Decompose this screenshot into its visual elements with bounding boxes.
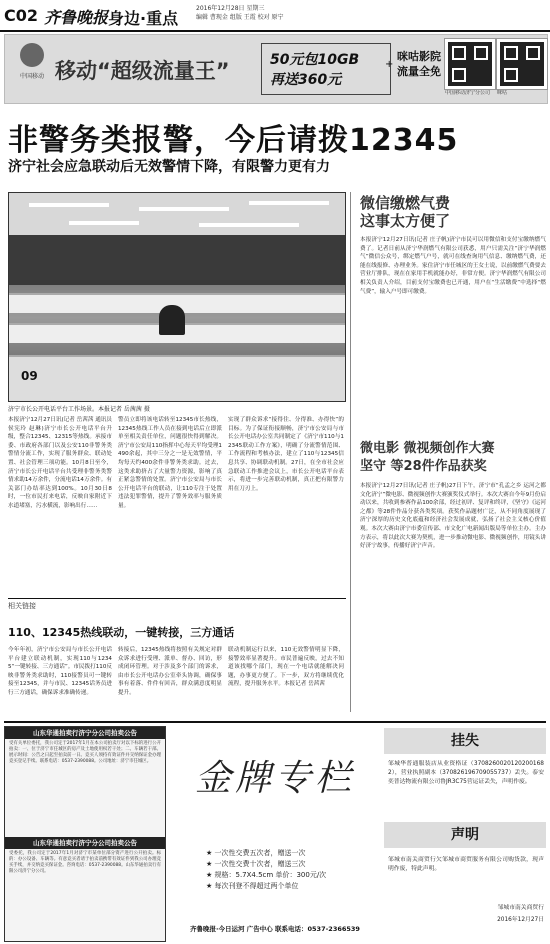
gold-column-ad [170,728,380,940]
qr-block-1[interactable] [445,39,495,96]
main-headline: 非警务类报警，今后请拨12345 [8,123,459,158]
lost-heading: 挂失 [384,728,546,754]
related-tag: 相关链接 [8,602,36,610]
photo-wall [9,235,345,285]
gold-column-footer: 齐鲁晚报·今日运河 广告中心 联系电话：0537-2366539 [190,925,360,933]
declaration-signer: 邹城市南关商贸行 [497,905,544,911]
auction-notices [4,726,166,942]
gold-column-item: ★ 一次性交费五次者，赠送一次 [206,849,306,857]
related-divider [8,598,346,599]
ad-price-line1: 50元包10GB [270,52,360,68]
declaration-body: 邹城市南关商贸行欠邹城市商贸服务有限公司购货款，现声明作废，特此声明。 [388,857,544,872]
declaration-date: 2016年12月27日 [497,917,544,923]
qr-code-icon[interactable] [497,39,547,89]
notice2-title: 山东华通拍卖行济宁分公司拍卖公告 [5,837,165,849]
gold-column-title: 金牌专栏 [194,758,355,799]
sidebar1-heading: 微信缴燃气费 这事太方便了 [360,194,451,230]
gold-column-item: ★ 每次刊登不得超过两个单位 [206,882,299,890]
qr-block-2[interactable] [497,39,547,96]
qr-code-icon[interactable] [445,39,495,89]
photo-ceiling [9,193,345,235]
article-column-3: 实现了群众诉求“接得住、分得准、办得快”的目标。为了保证衔接顺畅，济宁市公安局与市长公开电话办公室共同制定了《济宁市110与12345联动工作方案》，明确了分流警情范围、工作流程和考核办法，建立了110与12345信息共享、协调联动机制。27日，在全市社会应急联动工作推进会议上，市长公开电话平台表示，将进一步完善联动机制，真正把有限警力用在刀刃上。 [228,417,344,492]
edition-meta: 2016年12月28日 星期三 编辑 曹现金 组版 王霞 校对 原宁 [196,5,284,21]
news-photo [8,192,346,402]
qr-caption: 中国移动济宁分公司 [445,90,491,96]
plus-icon: + [385,59,394,70]
notice2-body: 受委托，我公司定于2017年1月对济宁市某单位部分资产进行公开拍卖。标的：办公设备、车辆等。有意竞买者请于拍卖前携带有效证件到我公司办理竞买手续，并交纳竞买保证金。咨询电话：0537-2390088。山东华通拍卖行有限公司济宁分公司。 [9,851,161,875]
notice1-body: 受有关单位委托，我公司定于2017年1月在本公司拍卖厅对以下标的进行公开拍卖：一、位于济宁市任城区的房产及土地使用权若干处；二、车辆若干部。展示时间：公告之日起至拍卖前一日。竞买人须持有效证件并交纳保证金办理竞买登记手续。联系电话：0537-2390088。公司地址：济宁市任城区。 [9,741,161,765]
brand-logo-icon [20,43,44,67]
gold-column-list [206,848,326,892]
lost-body: 邹城华普通服装店从业资格证（37082600201202001682），营业执照副本（370826196709055737）丢失。泰安奕普达物流有限公司鲁JR3C75营运证丢失，声明作废。 [388,761,544,785]
ad-main-text: 移动“超级流量王” [55,59,230,83]
gold-column-item: ★ 规格：5.7X4.5cm 单价：300元/次 [206,871,327,879]
brand-logo [15,43,49,93]
sidebar2-heading: 微电影 微视频创作大赛 坚守 等28件作品获奖 [360,441,495,474]
page-number: C02 [4,6,39,25]
photo-caption: 济宁市长公开电话平台工作场景。本报记者 岳茜茜 摄 [8,406,150,413]
notice1-title: 山东华通拍卖行济宁分公司拍卖公告 [5,727,165,739]
section-rule [4,721,546,723]
ad-banner[interactable] [4,34,548,104]
paper-name: 齐鲁晚报 [44,8,109,27]
gold-column-item: ★ 一次性交费十次者，赠送三次 [206,860,306,868]
page-header [0,0,550,32]
related-column-3: 联动机制运行以来，110无效警情明显下降，接警效率显著提升。市民普遍反映，过去不知道该找哪个部门，现在一个电话就能解决问题，办事更方便了。下一步，双方将继续优化流程，提升服务水平。本报记者 岳茜茜 [228,647,344,688]
main-subheadline: 济宁社会应急联动后无效警情下降，有限警力更有力 [8,159,330,175]
ad-price-line2: 再送360元 [270,72,342,88]
declaration-heading: 声明 [384,822,546,848]
brand-logo-caption: 中国移动 [19,73,44,80]
ad-video-text: 咪咕影院 流量全免 [397,50,441,78]
ad-price-box [261,43,394,95]
qr-caption: 咪咕 [497,90,508,96]
related-column-2: 转接后，12345热线将按照有关规定对群众诉求进行受理、派单、督办、回访，形成闭环管理。对于涉及多个部门的诉求，由市长公开电话办公室牵头协调，确保事事有着落、件件有回音，群众满意度明显提升。 [118,647,222,696]
sidebar1-body: 本报济宁12月27日讯(记者 庄子帆)济宁市民可以用微信和支付宝缴纳燃气费了。记者日前从济宁华润燃气有限公司获悉，用户只需关注“济宁华润燃气”微信公众号，绑定燃气户号，就可在线查询用气信息、缴纳燃气费，还能在线报修、办理业务。家住济宁市任城区的王女士说，以前缴燃气费要去营业厅排队，现在在家用手机就能办好，非常方便。济宁华润燃气有限公司相关负责人介绍，目前支付宝缴费也已开通，用户在“生活缴费”中选择“燃气费”，输入户号即可缴费。 [360,237,546,295]
desk-number: 09 [21,369,38,383]
related-title: 110、12345热线联动，一键转接，三方通话 [8,626,235,639]
article-column-2: 警员立即将该电话转至12345市长热线，12345热线工作人员在接到电话后立即派单至相关责任单位，问题很快得到解决。济宁市公安局110指挥中心每天平均受理1490余起，其中三分之一是无效警情，平均每天约400余件非警务类求助。过去，这类求助挤占了大量警力资源，影响了真正紧急警情的处置。济宁市公安局与市长公开电话平台的联动，让110专注于处置违法犯罪警情，提升了警务效率与服务质量。 [118,417,222,509]
sidebar2-body: 本报济宁12月27日讯(记者 庄子帆)27日下午，济宁市“孔孟之乡 运河之都 文化济宁”微电影、微视频创作大赛颁奖仪式举行。本次大赛自今年9月份启动以来，共收到参赛作品100余部，经过初评、复评和终评，《坚守》《运河之都》等28件作品分获各类奖项。获奖作品题材广泛，从不同角度展现了济宁深厚的历史文化底蕴和经济社会发展成就，弘扬了社会主义核心价值观。本次大赛由济宁市委宣传部、市文化广电新闻出版局等单位主办。主办方表示，将以此次大赛为契机，进一步推动微电影、微视频创作，用镜头讲好济宁故事，传播好济宁声音。 [360,483,546,550]
section-name: 身边·重点 [108,9,179,28]
column-divider [350,192,351,712]
article-column-1: 本报济宁12月27日讯(记者 岳茜茜 通讯员 侯宪玲 赵琳)济宁市长公开电话平台升级，整合12345、12315等热线。承接市委、市政府各部门以及公安110非警务类警情分流工作，实现了服务群众、联动处置、社会管理三项功能。10月8日至今，济宁市长公开电话平台共受理非警务类警情求助14万余件，分流电话14万余件。有关部门办结率达到100%。10月30日8时，一位市民打来电话，反映自家附近下水道堵塞，污水横流，影响出行…… [8,417,112,509]
related-column-1: 今年年初，济宁市公安局与市长公开电话平台建立联动机制，实现110与12345“一键转接、三方通话”。市民拨打110反映非警务类求助时，110接警员可一键转接至12345，并与市民、12345话务员进行三方通话，确保诉求准确传递。 [8,647,112,696]
